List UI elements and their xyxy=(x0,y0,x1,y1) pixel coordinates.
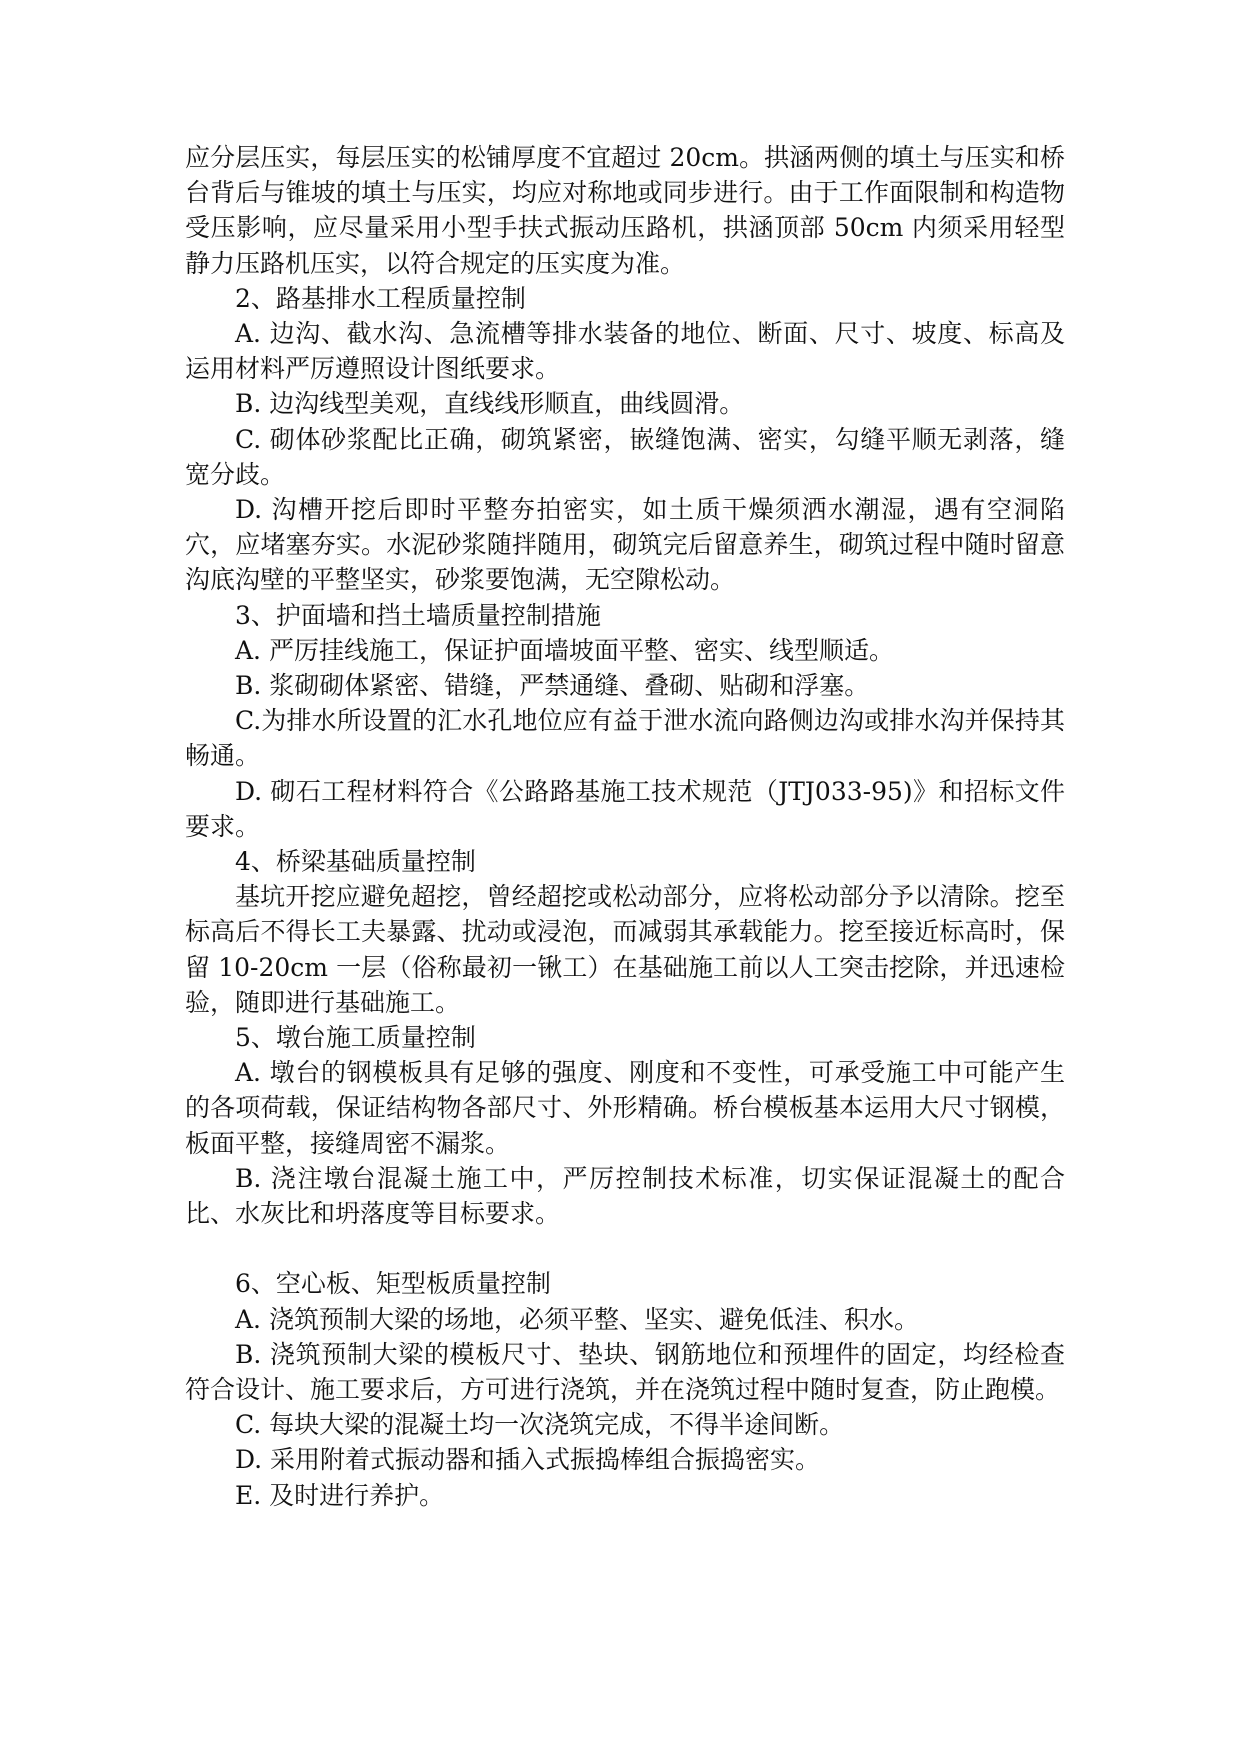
paragraph-wall-d: D. 砌石工程材料符合《公路路基施工技术规范（JTJ033-95)》和招标文件要求。 xyxy=(185,776,1065,841)
paragraph-drainage-c: C. 砌体砂浆配比正确，砌筑紧密，嵌缝饱满、密实，勾缝平顺无剥落，缝宽分歧。 xyxy=(185,424,1065,489)
paragraph-drainage-a: A. 边沟、截水沟、急流槽等排水装备的地位、断面、尺寸、坡度、标高及运用材料严厉遵照设计图纸要求。 xyxy=(185,319,1065,384)
section-heading-slab: 6、空心板、矩型板质量控制 xyxy=(235,1269,551,1299)
paragraph-slab-c: C. 每块大梁的混凝土均一次浇筑完成，不得半途间断。 xyxy=(235,1410,845,1440)
section-heading-drainage: 2、路基排水工程质量控制 xyxy=(235,283,526,313)
paragraph-slab-d: D. 采用附着式振动器和插入式振捣棒组合振捣密实。 xyxy=(235,1445,821,1475)
section-heading-pier: 5、墩台施工质量控制 xyxy=(235,1023,476,1053)
paragraph-drainage-d: D. 沟槽开挖后即时平整夯拍密实，如土质干燥须洒水潮湿，遇有空洞陷穴，应堵塞夯实。水泥砂浆随拌随用，砌筑完后留意养生，砌筑过程中随时留意沟底沟壁的平整坚实，砂浆要饱满，无空隙松动。 xyxy=(185,495,1065,595)
paragraph-wall-a: A. 严厉挂线施工，保证护面墙坡面平整、密实、线型顺适。 xyxy=(235,635,894,665)
blank-line xyxy=(185,1231,1065,1266)
paragraph-drainage-b: B. 边沟线型美观，直线线形顺直，曲线圆滑。 xyxy=(235,389,745,419)
section-heading-bridge-foundation: 4、桥梁基础质量控制 xyxy=(235,847,476,877)
section-heading-retaining-wall: 3、护面墙和挡土墙质量控制措施 xyxy=(235,600,601,630)
paragraph-pier-a: A. 墩台的钢模板具有足够的强度、刚度和不变性，可承受施工中可能产生的各项荷载，保证结构物各部尺寸、外形精确。桥台模板基本运用大尺寸钢模，板面平整，接缝周密不漏浆。 xyxy=(185,1058,1065,1158)
paragraph-wall-c: C.为排水所设置的汇水孔地位应有益于泄水流向路侧边沟或排水沟并保持其畅通。 xyxy=(185,706,1065,771)
paragraph-slab-e: E. 及时进行养护。 xyxy=(235,1480,445,1510)
paragraph-compaction: 应分层压实，每层压实的松铺厚度不宜超过 20cm。拱涵两侧的填土与压实和桥台背后与锥坡的填土与压实，均应对称地或同步进行。由于工作面限制和构造物受压影响，应尽量采用小型手扶式振动压路机，拱涵顶部 50cm 内须采用轻型静力压路机压实，以符合规定的压实度为准。 xyxy=(185,143,1065,278)
paragraph-slab-b: B. 浇筑预制大梁的模板尺寸、垫块、钢筋地位和预埋件的固定，均经检查符合设计、施工要求后，方可进行浇筑，并在浇筑过程中随时复查，防止跑模。 xyxy=(185,1339,1065,1404)
paragraph-slab-a: A. 浇筑预制大梁的场地，必须平整、坚实、避免低洼、积水。 xyxy=(235,1304,919,1334)
paragraph-wall-b: B. 浆砌砌体紧密、错缝，严禁通缝、叠砌、贴砌和浮塞。 xyxy=(235,671,870,701)
paragraph-pier-b: B. 浇注墩台混凝土施工中，严厉控制技术标准，切实保证混凝土的配合比、水灰比和坍落度等目标要求。 xyxy=(185,1163,1065,1229)
paragraph-foundation: 基坑开挖应避免超挖，曾经超挖或松动部分，应将松动部分予以清除。挖至标高后不得长工夫暴露、扰动或浸泡，而减弱其承载能力。挖至接近标高时，保留 10-20cm 一层（俗称最初一锹工）在基础施工前以人工突击挖除，并迅速检验，随即进行基础施工。 xyxy=(185,882,1065,1017)
document-page xyxy=(185,140,1065,1513)
